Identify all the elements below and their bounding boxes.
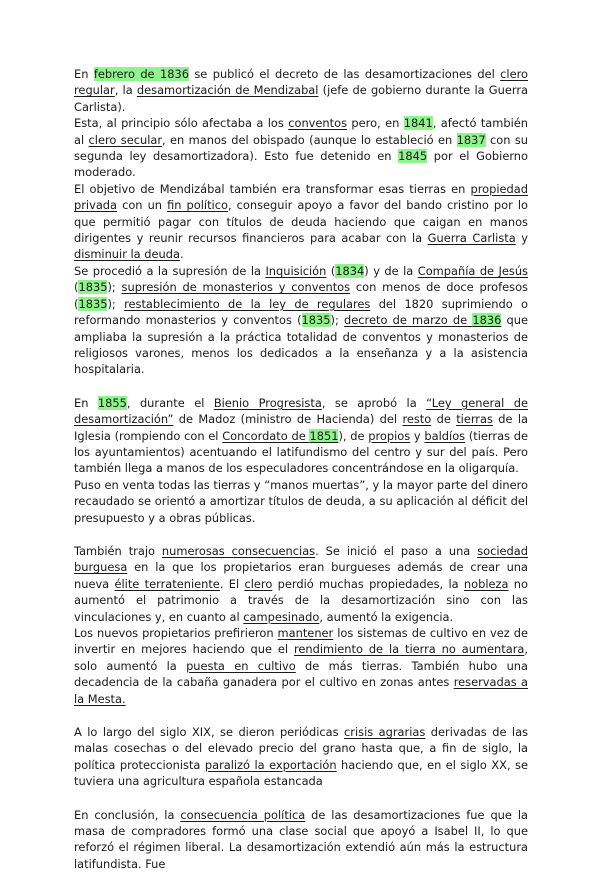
text-run: ( xyxy=(326,263,336,278)
text-run: se publicó el decreto de las desamortizaciones del xyxy=(188,67,501,81)
text-run: , en manos del obispado (aunque lo estableció en xyxy=(162,132,457,147)
text-run: del 1820 suprimiendo o reformando monasterios y conventos ( xyxy=(74,296,529,328)
underlined-term: rendimiento de la tierra no aumentara xyxy=(293,642,525,657)
text-run: . Se inició el paso a una xyxy=(315,543,478,558)
underlined-term: conventos xyxy=(288,116,348,131)
text-run: ) y de la xyxy=(364,263,418,278)
highlighted-date: 1845 xyxy=(398,149,428,164)
text-run: En xyxy=(74,395,98,410)
document-page xyxy=(74,66,528,872)
text-run: ); xyxy=(107,296,125,311)
underlined-term: sociedad burguesa xyxy=(74,543,528,575)
paragraph-p3 xyxy=(74,181,528,263)
underlined-term: decreto de marzo de xyxy=(344,313,473,328)
underlined-term: propiedad privada xyxy=(74,181,528,213)
text-run: , solo aumentó la xyxy=(74,642,528,673)
text-run: . El xyxy=(219,576,245,591)
text-run: Puso en venta todas las tierras y “manos muertas”, y la mayor parte del dinero recaudado se orientó a amortizar títulos de deuda, a su aplicación al déficit del presupuesto y a obras públicas. xyxy=(74,477,528,525)
paragraph-p4 xyxy=(74,263,528,378)
text-run: También trajo xyxy=(74,543,162,558)
highlighted-date: febrero de 1836 xyxy=(93,67,189,81)
text-run: no aumentó el patrimonio a través de la desamortización sino con las vinculaciones y, en cuanto al xyxy=(74,576,528,624)
text-run: Esta, al principio sólo afectaba a los xyxy=(74,116,289,131)
text-run: ); xyxy=(107,280,122,295)
underlined-term: fin político xyxy=(167,198,228,213)
text-run: de más tierras. También hubo una decadencia de la cabaña ganadera por el cultivo en zonas antes xyxy=(74,658,528,690)
underlined-term: paralizó la exportación xyxy=(204,757,337,772)
paragraph-p8 xyxy=(74,625,528,707)
underlined-term: élite terrateniente xyxy=(114,576,220,591)
underlined-term: clero xyxy=(244,576,273,591)
text-run: (tierras de los ayuntamientos) acentuando el latifundismo del centro y sur del país. Pero también llega a manos de los especuladores concentrándose en la oligarquía. xyxy=(74,428,528,476)
underlined-term: campesinado xyxy=(243,609,320,624)
underlined-term: consecuencia política xyxy=(180,807,306,822)
text-run: ( xyxy=(74,280,79,295)
paragraph-p5 xyxy=(74,395,528,477)
paragraph-gap xyxy=(74,378,528,395)
paragraph-p1 xyxy=(74,66,528,115)
highlighted-date: 1835 xyxy=(78,296,108,311)
text-run: Los nuevos propietarios prefirieron xyxy=(74,626,278,640)
text-run: en la que los propietarios eran burgueses además de crear una nueva xyxy=(74,560,528,591)
text-run: , afectó también al xyxy=(74,116,528,147)
highlighted-date: 1835 xyxy=(78,280,108,295)
text-run: En xyxy=(74,67,94,81)
underlined-term: nobleza xyxy=(463,576,509,591)
text-run: haciendo que, en el siglo XX, se tuviera una agricultura española estancada xyxy=(74,757,528,789)
text-run: ), de xyxy=(338,428,369,443)
text-run: derivadas de las malas cosechas o del elevado precio del grano hasta que, a fin de siglo, la política proteccionista xyxy=(74,725,528,772)
paragraph-p2 xyxy=(74,115,528,181)
text-run: , durante el xyxy=(126,395,214,410)
text-run: pero, en xyxy=(347,116,404,131)
text-run: , la xyxy=(114,83,137,98)
highlighted-date: 1836 xyxy=(472,313,502,328)
text-run: A lo largo del siglo XIX, se dieron periódicas xyxy=(74,725,345,740)
text-run: de Madoz (ministro de Hacienda) del xyxy=(173,412,403,427)
highlighted-date: 1835 xyxy=(301,313,331,328)
text-run: Se procedió a la supresión de la xyxy=(74,263,266,278)
underlined-term: crisis agrarias xyxy=(344,725,426,740)
underlined-term: tierras xyxy=(456,412,493,427)
underlined-term: mantener xyxy=(277,626,334,640)
underlined-term: resto xyxy=(402,412,432,427)
paragraph-gap xyxy=(74,790,528,807)
text-run: . xyxy=(179,247,184,262)
paragraph-p9 xyxy=(74,724,528,790)
underlined-term: Guerra Carlista xyxy=(427,231,516,246)
paragraph-gap xyxy=(74,526,528,543)
underlined-term: propios xyxy=(368,428,411,443)
text-run: , se aprobó la xyxy=(321,395,427,410)
text-run: y xyxy=(515,231,528,246)
text-run: por el Gobierno moderado. xyxy=(74,149,528,180)
text-run: , aumentó la exigencia. xyxy=(319,609,454,624)
text-run: (jefe de gobierno durante la Guerra Carlista). xyxy=(74,83,528,114)
underlined-term: Inquisición xyxy=(265,263,327,278)
text-run: con su segunda ley desamortizadora). Esto fue detenido en xyxy=(74,132,528,164)
underlined-term: puesta en cultivo xyxy=(186,658,296,673)
highlighted-date: 1855 xyxy=(97,395,127,410)
paragraph-gap xyxy=(74,707,528,724)
underlined-term: numerosas consecuencias xyxy=(161,543,316,558)
highlighted-date: 1834 xyxy=(335,263,365,278)
highlighted-date: 1841 xyxy=(403,116,433,131)
text-run: los sistemas de cultivo en vez de invertir en mejores haciendo que el xyxy=(74,626,528,657)
text-run: con menos de doce profesos ( xyxy=(74,280,528,311)
paragraph-p10 xyxy=(74,807,528,872)
text-run: con un xyxy=(117,198,168,213)
underlined-term: “Ley general de desamortización” xyxy=(74,395,529,427)
text-run: de las desamortizaciones fue que la masa de compradores formó una clase social que apoyó a Isabel II, lo que reforzó el régimen liberal. La desamortización extendió aún más la estructura latifundista. Fue xyxy=(74,807,528,871)
text-run: En conclusión, la xyxy=(74,807,181,822)
underlined-term: Compañía de Jesús xyxy=(417,263,528,278)
text-run: de la Iglesia (rompiendo con el xyxy=(74,412,528,443)
underlined-term: restablecimiento de la ley de regulares xyxy=(124,296,371,311)
text-run: que ampliaba la supresión a la práctica totalidad de conventos y monasterios de religiosos varones, menos los dedicados a la enseñanza y a la asistencia hospitalaria. xyxy=(74,313,528,377)
underlined-term: Bienio Progresista xyxy=(213,395,322,410)
text-run: El objetivo de Mendizábal también era transformar esas tierras en xyxy=(74,181,471,196)
text-run: perdió muchas propiedades, la xyxy=(272,576,464,591)
underlined-term: supresión de monasterios y conventos xyxy=(121,280,351,295)
underlined-term: baldíos xyxy=(424,428,466,443)
text-run: , conseguir apoyo a favor del bando cristino por lo que permitió pagar con títulos de deuda haciendo que caigan en manos dirigentes y reunir recursos financieros para acabar con la xyxy=(74,198,528,246)
underlined-term: clero regular xyxy=(74,67,528,98)
highlighted-date: 1851 xyxy=(309,428,339,443)
paragraph-p6 xyxy=(74,477,528,526)
underlined-term: reservadas a la Mesta. xyxy=(74,675,528,706)
text-run: ); xyxy=(330,313,345,328)
text-run: de xyxy=(431,412,457,427)
underlined-term: desamortización de Mendizabal xyxy=(136,83,319,98)
highlighted-date: 1837 xyxy=(456,132,486,147)
text-run: y xyxy=(410,428,425,443)
underlined-term: Concordato de xyxy=(222,428,310,443)
underlined-term: clero secular xyxy=(88,132,163,147)
underlined-term: disminuir la deuda xyxy=(74,247,180,262)
paragraph-p7 xyxy=(74,543,528,625)
